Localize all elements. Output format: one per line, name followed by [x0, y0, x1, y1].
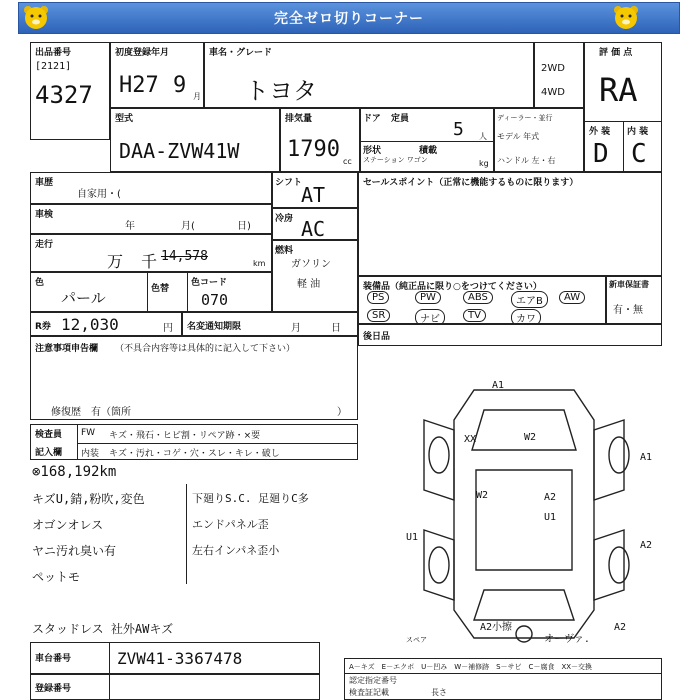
- legend-inspect: 検査証記載: [349, 688, 389, 697]
- spare-label: スペア: [406, 636, 427, 644]
- lot-number: 4327: [35, 81, 93, 109]
- notes-close: ）: [337, 407, 347, 418]
- equipment-label: 装備品（純正品に限り○をつけてください）: [363, 282, 542, 292]
- capacity-value: 5: [453, 119, 464, 140]
- recycle-cell: [30, 312, 182, 336]
- equipment-item: エアB: [511, 291, 548, 308]
- score-value: RA: [599, 71, 638, 109]
- recycle-unit: 円: [163, 323, 173, 334]
- mileage-value: 14,578: [161, 249, 208, 264]
- notes-cell: [30, 336, 358, 420]
- warranty-label: 新車保証書: [609, 280, 649, 289]
- lot-cell: [30, 42, 110, 140]
- inspection-year: 年: [125, 221, 135, 232]
- equipment-item: SR: [367, 309, 390, 322]
- damage-mark-6: U1: [544, 512, 557, 523]
- recycle-label: R券: [35, 322, 51, 332]
- score-label: 評 価 点: [599, 48, 633, 58]
- inspector-label-2: 記入欄: [35, 448, 63, 458]
- damage-mark-12: オーヴァ.: [544, 634, 590, 645]
- score-int-label: 内 装: [627, 127, 649, 137]
- name-value: トヨタ: [245, 77, 317, 105]
- first-reg-month: 9: [173, 73, 187, 98]
- chassis-label: 車台番号: [35, 654, 72, 664]
- remark-left-4: ヤニ汚れ臭い有: [32, 544, 117, 558]
- model-cell: [110, 108, 280, 172]
- dealer-label: ディーラー・並行: [497, 114, 553, 122]
- aircon-label: 冷房: [275, 214, 294, 224]
- displacement-value: 1790: [287, 137, 340, 162]
- door-capacity-cell: [360, 108, 494, 172]
- remarks-divider: [186, 484, 187, 584]
- transfer-label: 名変通知期限: [187, 322, 242, 332]
- capacity-unit: 人: [479, 132, 487, 141]
- fuel-diesel: 軽 油: [297, 279, 321, 290]
- drive-cell: [534, 42, 584, 108]
- displacement-unit: cc: [343, 157, 352, 166]
- color-code-label: 色コード: [191, 278, 228, 288]
- shift-value: AT: [301, 183, 326, 207]
- equipment-cell: [358, 276, 606, 324]
- dealer-model-year: モデル 年式: [497, 132, 540, 141]
- damage-mark-2: XX: [464, 434, 477, 445]
- displacement-label: 排気量: [285, 114, 313, 124]
- model-label: 型式: [115, 114, 134, 124]
- inspection-label: 車検: [35, 210, 54, 220]
- name-cell: [204, 42, 534, 108]
- score-ext-label: 外 装: [589, 127, 611, 137]
- history-cell: [30, 172, 272, 204]
- damage-mark-1: A1: [492, 380, 505, 391]
- damage-mark-3: W2: [524, 432, 537, 443]
- name-label: 車名・グレード: [209, 48, 273, 58]
- fuel-cell: [272, 240, 358, 312]
- load-label: 積載: [419, 146, 438, 156]
- equipment-item: カワ: [511, 309, 541, 324]
- recycle-value: 12,030: [61, 315, 119, 334]
- remark-left-3: オゴンオレス: [32, 518, 104, 532]
- chassis-cell: [30, 642, 320, 674]
- reg-label: 登録番号: [35, 684, 72, 694]
- legend-text: A－キズ E－エクボ U－凹み W－補修跡 S－サビ C－腐食 XX－交換: [349, 663, 593, 671]
- inspector-row1-text: キズ・飛石・ヒビ割・リペア跡・×要: [109, 431, 261, 441]
- remark-right-3: 左右インパネ歪小: [192, 544, 280, 557]
- chassis-value: ZVW41-3367478: [117, 649, 243, 668]
- equipment-item: ABS: [463, 291, 493, 304]
- equipment-item: PS: [367, 291, 389, 304]
- equipment-item: AW: [559, 291, 585, 304]
- drive-4wd: 4WD: [541, 87, 565, 98]
- bear-mascot-right-icon: [612, 3, 640, 31]
- equipment-item: PW: [415, 291, 441, 304]
- mileage-man: 万: [107, 252, 124, 271]
- shape-value: ステーション ワゴン: [363, 156, 428, 164]
- reg-cell: [30, 674, 320, 700]
- score-cell: [584, 42, 662, 172]
- model-value: DAA-ZVW41W: [119, 139, 240, 163]
- color-code: 070: [201, 291, 229, 309]
- first-reg-year: H27: [119, 73, 159, 98]
- after-cell: [358, 324, 662, 346]
- transfer-day: 日: [331, 323, 341, 334]
- mileage-sen: 千: [141, 252, 158, 271]
- damage-mark-11: A2: [614, 622, 627, 633]
- color-cell: [30, 272, 272, 312]
- legend-length: 長さ: [431, 688, 447, 697]
- damage-mark-4: W2: [476, 490, 489, 501]
- notes-title: 注意事項申告欄: [35, 344, 99, 354]
- first-reg-cell: [110, 42, 204, 108]
- dealer-cell: [494, 108, 584, 172]
- mileage-label: 走行: [35, 240, 54, 250]
- equipment-item: ナビ: [415, 309, 445, 324]
- fuel-label: 燃料: [275, 246, 294, 256]
- inspector-row1-tag: FW: [81, 428, 96, 438]
- sales-point-cell: [358, 172, 662, 276]
- inspector-cell: [30, 424, 358, 460]
- lot-code: [2121]: [35, 61, 72, 72]
- capacity-label: 定員: [391, 114, 410, 124]
- aircon-value: AC: [301, 217, 326, 240]
- remark-left-1: ⊗168,192km: [32, 464, 117, 480]
- after-label: 後日品: [363, 332, 391, 342]
- lot-label: 出品番号: [35, 48, 72, 58]
- remark-right-1: 下廻りS.C. 足廻りC多: [192, 492, 309, 505]
- notes-desc: （不具合内容等は具体的に記入して下さい）: [115, 344, 296, 354]
- fuel-gas: ガソリン: [291, 259, 331, 270]
- remark-left-2: キズU,錆,粉吹,変色: [32, 492, 145, 506]
- drive-2wd: 2WD: [541, 63, 565, 74]
- warranty-value: 有・無: [613, 305, 643, 316]
- remark-right-2: エンドパネル歪: [192, 518, 269, 531]
- legend-cell: [344, 658, 662, 700]
- inspector-row2-tag: 内装: [81, 449, 100, 459]
- legend-cert: 認定指定番号: [349, 676, 397, 685]
- aircon-cell: [272, 208, 358, 240]
- handle-label: ハンドル 左・右: [497, 156, 556, 165]
- displacement-cell: [280, 108, 360, 172]
- banner-title: 完全ゼロ切りコーナー: [274, 11, 424, 27]
- color-label: 色: [35, 278, 45, 288]
- inspection-day: 日): [237, 221, 251, 232]
- damage-mark-9: A2: [640, 540, 653, 551]
- car-damage-diagram: [394, 380, 664, 650]
- mileage-cell: [30, 234, 272, 272]
- warranty-cell: [606, 276, 662, 324]
- score-ext-value: D: [593, 139, 609, 169]
- damage-mark-10: A2小擦: [480, 622, 513, 633]
- sales-point-label: セールスポイント（正常に機能するものに限ります）: [363, 178, 579, 188]
- first-reg-month-unit: 月: [193, 92, 201, 101]
- remark-bottom: スタッドレス 社外AWキズ: [32, 622, 174, 636]
- history-value: 自家用・(: [77, 189, 121, 200]
- equipment-item: TV: [463, 309, 486, 322]
- damage-mark-8: U1: [406, 532, 419, 543]
- color-no-label: 色替: [151, 284, 170, 294]
- auction-sheet: [24, 40, 664, 700]
- first-reg-label: 初度登録年月: [115, 48, 170, 58]
- header-banner: [18, 2, 680, 34]
- shift-cell: [272, 172, 358, 208]
- inspection-month: 月(: [181, 221, 195, 232]
- shape-label: 形状: [363, 146, 382, 156]
- damage-mark-5: A2: [544, 492, 557, 503]
- transfer-cell: [182, 312, 358, 336]
- notes-repair: 修復歴 有（箇所: [51, 407, 131, 418]
- inspector-label-1: 検査員: [35, 430, 63, 440]
- history-label: 車歴: [35, 178, 54, 188]
- score-int-value: C: [631, 139, 647, 169]
- inspection-cell: [30, 204, 272, 234]
- shift-label: シフト: [275, 178, 303, 188]
- load-unit: kg: [479, 159, 489, 168]
- transfer-month: 月: [291, 323, 301, 334]
- bear-mascot-left-icon: [22, 3, 50, 31]
- inspector-row2-text: キズ・汚れ・コゲ・穴・スレ・キレ・破し: [109, 449, 280, 459]
- color-value: パール: [61, 289, 106, 307]
- remark-left-5: ペットモ: [32, 570, 81, 584]
- mileage-unit: km: [253, 259, 266, 268]
- damage-mark-7: A1: [640, 452, 653, 463]
- door-label: ドア: [363, 114, 381, 124]
